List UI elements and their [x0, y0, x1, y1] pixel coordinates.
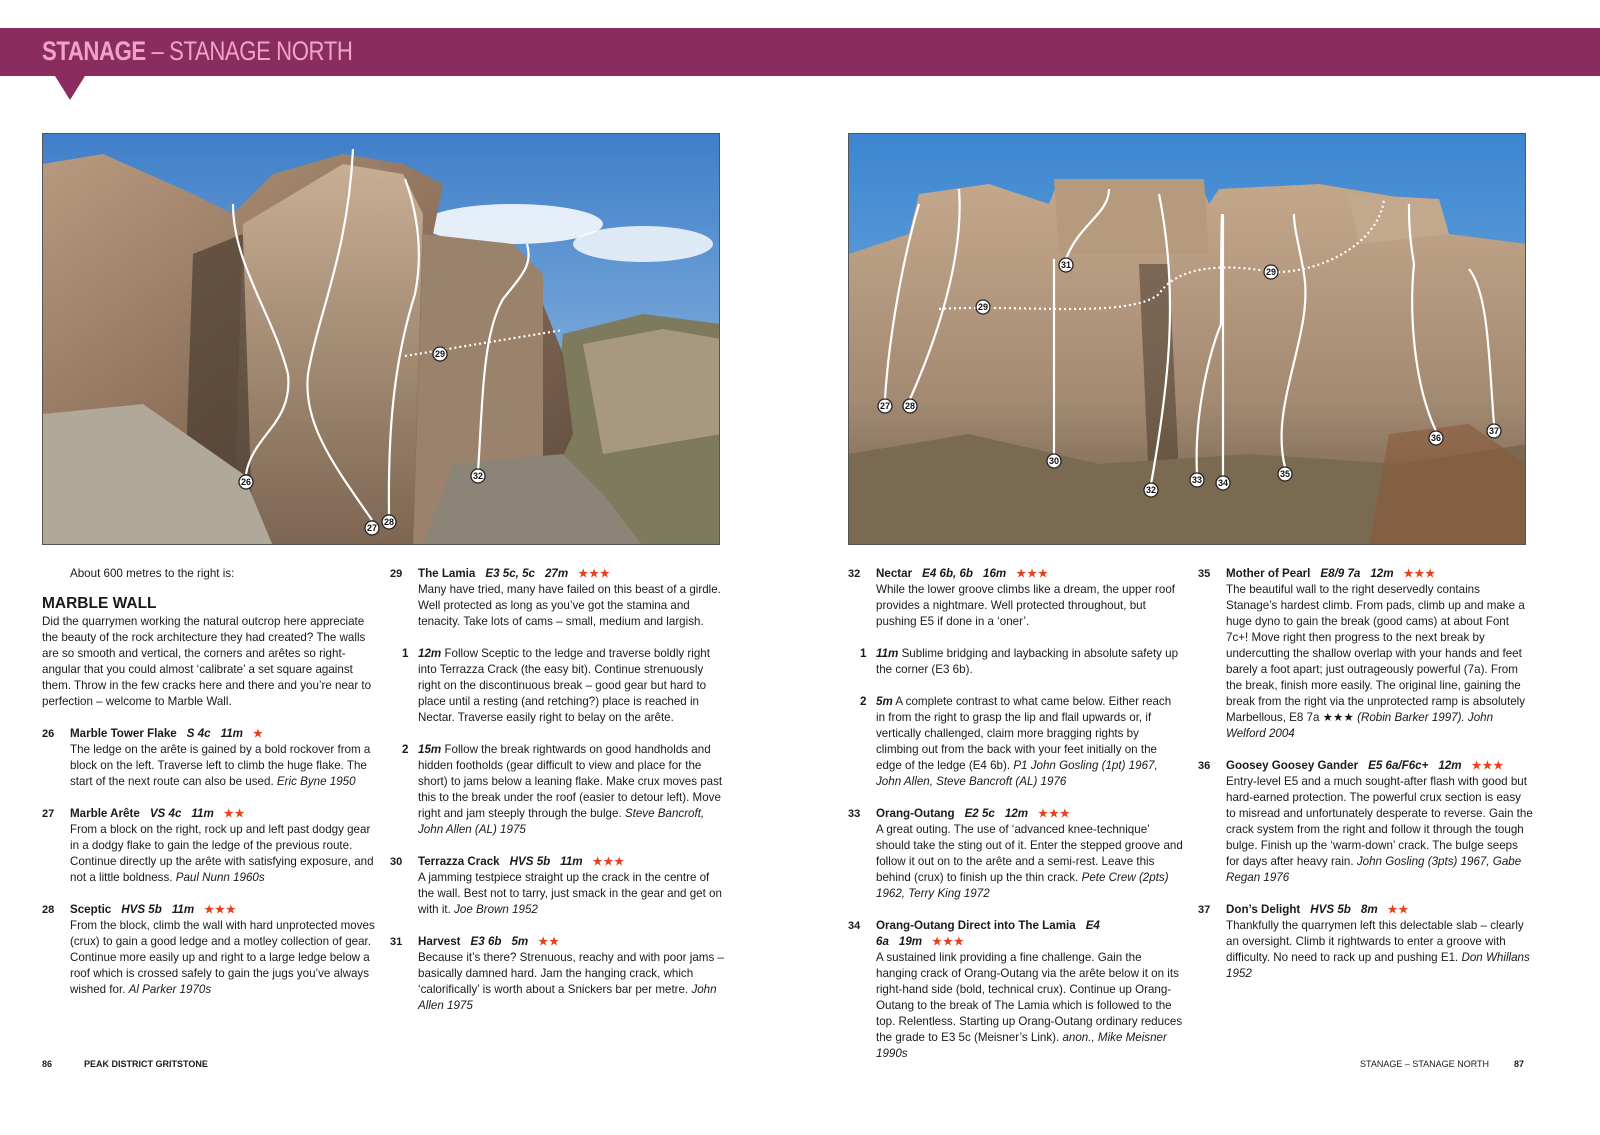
- section-description: Did the quarrymen working the natural outcrop here appreciate the beauty of the rock architecture they had created? The walls are so smooth and vertical, the corners and arêtes so right-angular that you could almost ‘calibrate’ a set square against them. Throw in the few cracks here and there and you’re near to perfection – welcome to Marble Wall.: [42, 615, 372, 708]
- route-name: Terrazza Crack: [418, 855, 500, 868]
- route-heading: [418, 566, 725, 582]
- route-description: [1226, 918, 1533, 982]
- star-rating: ★★: [223, 808, 246, 820]
- star-rating: ★★★: [204, 904, 237, 916]
- pitch-text: Follow Sceptic to the ledge and traverse boldly right into Terrazza Crack (the easy bit). Continue strenuously right on the discontinuous break – good gear but hard to place until a resting (and retching?) place is reached in Nectar. Traverse easily right to belay on the arête.: [418, 647, 710, 724]
- route-text: From the block, climb the wall with hard unprotected moves (crux) to gain a good ledge and a motley collection of gear. Continue more easily up and right to a large ledge below a roof which is crossed safely to gain the jugs you’ve always wished for.: [70, 919, 375, 996]
- intro-text: About 600 metres to the right is:: [70, 567, 235, 580]
- route-grade: HVS 5b: [509, 855, 551, 868]
- route-marker: [1429, 431, 1443, 445]
- route-number: 27: [42, 808, 55, 820]
- route-marker: [433, 347, 447, 361]
- svg-text:32: 32: [472, 471, 484, 481]
- route-number: 35: [1198, 568, 1211, 580]
- star-rating: ★: [252, 728, 264, 740]
- svg-text:27: 27: [879, 401, 891, 411]
- star-rating: ★★: [538, 936, 560, 948]
- route-number: 32: [848, 568, 861, 580]
- route-name: Goosey Goosey Gander: [1226, 759, 1359, 772]
- route-heading: [876, 566, 1183, 582]
- route-length: 11m: [220, 727, 243, 740]
- topo-photo-right: [848, 133, 1526, 545]
- route-entry: [42, 902, 377, 998]
- route-length: 12m: [1370, 567, 1394, 580]
- text-column-2: [390, 566, 725, 1030]
- topo-photo-left: [42, 133, 720, 545]
- route-grade: VS 4c: [149, 807, 182, 820]
- route-entry: [42, 806, 377, 886]
- route-grade: E2 5c: [964, 807, 995, 820]
- route-heading: [876, 806, 1183, 822]
- route-marker: [1059, 258, 1073, 272]
- route-marker: [1047, 454, 1061, 468]
- route-entry: [390, 934, 725, 1014]
- svg-text:35: 35: [1279, 469, 1291, 479]
- route-length: 16m: [983, 567, 1007, 580]
- svg-text:29: 29: [977, 302, 989, 312]
- route-entry: [1198, 566, 1533, 742]
- section-title: MARBLE WALL: [42, 595, 157, 612]
- route-number: 29: [390, 568, 403, 580]
- route-text: A sustained link providing a fine challenge. Gain the hanging crack of Orang-Outang via the arête below it on its right-hand side (bold, technical crux). Continue up Orang-Outang to the break of The Lamia which is followed to the top. Relentless. Starting up Orang-Outang ordinary reduces the grade to E3 5c (Meisner’s Link).: [876, 951, 1183, 1044]
- route-number: 33: [848, 808, 861, 820]
- route-length: 8m: [1360, 903, 1378, 916]
- text-column-4: [1198, 566, 1533, 998]
- star-rating: ★★★: [1016, 568, 1049, 580]
- pitch-number: 1: [860, 647, 867, 660]
- route-heading: [70, 902, 377, 918]
- star-rating: ★★★: [1038, 808, 1071, 820]
- page-number-left: 86: [42, 1059, 53, 1069]
- route-heading: [1226, 902, 1533, 918]
- route-length: 19m: [898, 935, 923, 948]
- first-ascent: Eric Byne 1950: [276, 775, 356, 788]
- area-name: – STANAGE NORTH: [151, 36, 353, 66]
- route-marker: [1278, 467, 1292, 481]
- route-description: [876, 582, 1183, 630]
- route-grade: E5 6a/F6c+: [1368, 759, 1429, 772]
- route-name: Don’s Delight: [1226, 903, 1301, 916]
- svg-text:29: 29: [1265, 267, 1277, 277]
- pitch-length: 5m: [876, 695, 893, 708]
- route-marker: [976, 300, 990, 314]
- route-name: Marble Arête: [70, 807, 140, 820]
- route-marker: [365, 521, 379, 535]
- route-number: 37: [1198, 904, 1211, 916]
- route-number: 34: [848, 920, 861, 932]
- header-pointer: [55, 76, 85, 100]
- route-text: A jamming testpiece straight up the crack in the centre of the wall. Best not to tarry, just smack in the gear and get on with it.: [418, 871, 722, 916]
- svg-text:26: 26: [240, 477, 252, 487]
- route-marker: [1216, 476, 1230, 490]
- route-number: 31: [390, 936, 403, 948]
- route-number: 26: [42, 728, 55, 740]
- first-ascent: Al Parker 1970s: [128, 983, 212, 996]
- route-description: [70, 822, 377, 886]
- route-name: Sceptic: [70, 903, 112, 916]
- book-title: PEAK DISTRICT GRITSTONE: [84, 1059, 208, 1069]
- pitch-entry: [848, 646, 1183, 678]
- pitch-number: 2: [402, 743, 409, 756]
- page-number-right: 87: [1514, 1059, 1525, 1069]
- pitch-number: 1: [402, 647, 409, 660]
- pitch-length: 11m: [876, 647, 899, 660]
- route-description: [70, 918, 377, 998]
- text-column-3: [848, 566, 1183, 1078]
- route-text: The ledge on the arête is gained by a bold rockover from a block on the left. Traverse left to climb the huge flake. The start of the next route can also be used.: [70, 743, 371, 788]
- pitch-text: Sublime bridging and laybacking in absolute safety up the corner (E3 6b).: [876, 647, 1179, 676]
- route-entry: [848, 566, 1183, 630]
- star-rating: ★★★: [578, 568, 611, 580]
- route-marker: [1487, 424, 1501, 438]
- route-heading: [70, 806, 377, 822]
- route-description: [876, 822, 1183, 902]
- route-heading: [876, 918, 1183, 950]
- chapter-title: [42, 36, 352, 67]
- route-marker: [239, 475, 253, 489]
- svg-text:29: 29: [434, 349, 446, 359]
- first-ascent: (Robin Barker 1997). John Welford 2004: [1226, 711, 1494, 740]
- route-heading: [1226, 758, 1533, 774]
- route-length: 11m: [560, 855, 583, 868]
- route-description: [1226, 582, 1533, 742]
- route-name: Marble Tower Flake: [70, 727, 177, 740]
- route-description: [418, 950, 725, 1014]
- pitch-entry: [848, 694, 1183, 790]
- svg-text:32: 32: [1145, 485, 1157, 495]
- route-length: 12m: [1004, 807, 1029, 820]
- svg-text:37: 37: [1488, 426, 1500, 436]
- route-name: Nectar: [876, 567, 913, 580]
- route-grade: E8/9 7a: [1320, 567, 1361, 580]
- route-heading: [418, 854, 725, 870]
- route-length: 5m: [511, 935, 529, 948]
- route-text: Because it’s there? Strenuous, reachy and with poor jams – basically damned hard. Jam the hanging crack, which ‘calorifically’ is worth about a Snickers bar per metre.: [418, 951, 724, 996]
- first-ascent: anon., Mike Meisner 1990s: [876, 1031, 1167, 1060]
- route-text: From a block on the right, rock up and left past dodgy gear in a dodgy flake to gain the ledge of the previous route. Continue directly up the arête with satisfying exposure, and not a little boldness.: [70, 823, 374, 884]
- route-marker: [878, 399, 892, 413]
- first-ascent: P1 John Gosling (1pt) 1967, John Allen, Steve Bancroft (AL) 1976: [876, 759, 1158, 788]
- star-rating: ★★: [1387, 904, 1410, 916]
- svg-text:36: 36: [1430, 433, 1442, 443]
- svg-text:31: 31: [1060, 260, 1072, 270]
- route-entry: [1198, 758, 1533, 886]
- route-grade: HVS 5b: [1310, 903, 1351, 916]
- route-text: Many have tried, many have failed on this beast of a girdle. Well protected as long as you’ve got the stamina and tenacity. Take lots of cams – small, medium and largish.: [418, 583, 721, 628]
- route-marker: [1264, 265, 1278, 279]
- route-description: [418, 870, 725, 918]
- first-ascent: Pete Crew (2pts) 1962, Terry King 1972: [876, 871, 1169, 900]
- first-ascent: John Allen 1975: [418, 983, 717, 1012]
- pitch-length: 15m: [418, 743, 442, 756]
- route-description: [1226, 774, 1533, 886]
- route-marker: [1144, 483, 1158, 497]
- first-ascent: Paul Nunn 1960s: [175, 871, 265, 884]
- route-description: [70, 742, 377, 790]
- chapter-header: [0, 28, 1600, 76]
- svg-text:28: 28: [904, 401, 916, 411]
- route-number: 30: [390, 856, 403, 868]
- route-text: The beautiful wall to the right deservedly contains Stanage’s hardest climb. From pads, climb up and make a huge dyno to gain the break (good cams) at about Font 7c+! Move right then progress to the next break by undercutting the shallow overlap with your hands and feet barely a foot apart; just outrageously powerful (7a). From the break, finish more easily. The original line, gaining the break from the right via the unprotected ramp is absolutely Marbellous, E8 7a ★★★: [1226, 583, 1526, 724]
- route-name: Mother of Pearl: [1226, 567, 1311, 580]
- route-entry: [390, 566, 725, 630]
- route-text: While the lower groove climbs like a dream, the upper roof provides a nightmare. Well protected throughout, but pushing E5 if done in a ‘oner’.: [876, 583, 1175, 628]
- route-grade: S 4c: [186, 727, 211, 740]
- pitch-text: Follow the break rightwards on good handholds and hidden footholds (gear difficult to view and place for the short) to jams below a leaning flake. Make crux moves past this to the break under the roof (easier to detour left). Move right and jam steeply through the bulge.: [418, 743, 723, 820]
- route-name: Harvest: [418, 935, 461, 948]
- running-head: STANAGE – STANAGE NORTH: [1360, 1059, 1490, 1069]
- first-ascent: Joe Brown 1952: [454, 903, 538, 916]
- star-rating: ★★★: [1471, 760, 1505, 772]
- pitch-entry: [390, 646, 725, 726]
- svg-text:33: 33: [1191, 475, 1203, 485]
- route-entry: [848, 918, 1183, 1062]
- route-grade: E4 6a: [876, 919, 1100, 948]
- first-ascent: Steve Bancroft, John Allen (AL) 1975: [418, 807, 705, 836]
- route-text: Entry-level E5 and a much sought-after flash with good but hard-earned protection. The powerful crux section is easy to misread and unfortunately desperate to reverse. Gain the crack system from the right and follow it through the tough bulge. Finish up the ‘warm-down’ crack. The bulge seeps for days after heavy rain.: [1226, 775, 1533, 868]
- route-heading: [70, 726, 377, 742]
- route-name: Orang-Outang: [876, 807, 955, 820]
- route-heading: [1226, 566, 1533, 582]
- route-grade: E4 6b, 6b: [922, 567, 973, 580]
- route-text: A great outing. The use of ‘advanced knee-technique’ should take the sting out of it. Enter the stepped groove and follow it out on to the arête and a semi-rest. Leave this behind (crux) to finish up the thin crack.: [876, 823, 1183, 884]
- pitch-text: A complete contrast to what came below. Either reach in from the right to grasp the lip and flail upwards or, if vertically challenged, claim more bragging rights by climbing out from the back with your feet initially on the edge of the ledge (E4 6b).: [876, 695, 1172, 772]
- route-length: 27m: [544, 567, 569, 580]
- svg-text:30: 30: [1048, 456, 1060, 466]
- svg-text:34: 34: [1217, 478, 1229, 488]
- route-entry: [390, 854, 725, 918]
- first-ascent: John Gosling (3pts) 1967, Gabe Regan 1976: [1226, 855, 1522, 884]
- star-rating: ★★★: [932, 936, 965, 948]
- route-marker: [1190, 473, 1204, 487]
- route-number: 28: [42, 904, 55, 916]
- svg-text:28: 28: [383, 517, 395, 527]
- star-rating: ★★★: [592, 856, 626, 868]
- route-marker: [471, 469, 485, 483]
- route-number: 36: [1198, 760, 1211, 772]
- route-description: [876, 950, 1183, 1062]
- route-grade: E3 5c, 5c: [485, 567, 535, 580]
- pitch-length: 12m: [418, 647, 442, 660]
- svg-text:27: 27: [366, 523, 378, 533]
- route-heading: [418, 934, 725, 950]
- route-length: 11m: [171, 903, 195, 916]
- route-grade: E3 6b: [470, 935, 502, 948]
- pitch-entry: [390, 742, 725, 838]
- route-length: 11m: [191, 807, 214, 820]
- route-text: Thankfully the quarrymen left this delectable slab – clearly an oversight. Climb it rightwards to enter a groove with difficulty. No need to rack up and pushing E1.: [1226, 919, 1524, 964]
- first-ascent: Don Whillans 1952: [1226, 951, 1530, 980]
- crag-name: STANAGE: [42, 36, 146, 66]
- route-name: The Lamia: [418, 567, 476, 580]
- route-marker: [382, 515, 396, 529]
- route-marker: [903, 399, 917, 413]
- route-entry: [848, 806, 1183, 902]
- route-length: 12m: [1438, 759, 1462, 772]
- route-entry: [1198, 902, 1533, 982]
- text-column-1: [42, 566, 377, 1014]
- route-name: Orang-Outang Direct into The Lamia: [876, 919, 1076, 932]
- pitch-number: 2: [860, 695, 867, 708]
- star-rating: ★★★: [1403, 568, 1437, 580]
- route-entry: [42, 726, 377, 790]
- route-grade: HVS 5b: [121, 903, 162, 916]
- route-description: [418, 582, 725, 630]
